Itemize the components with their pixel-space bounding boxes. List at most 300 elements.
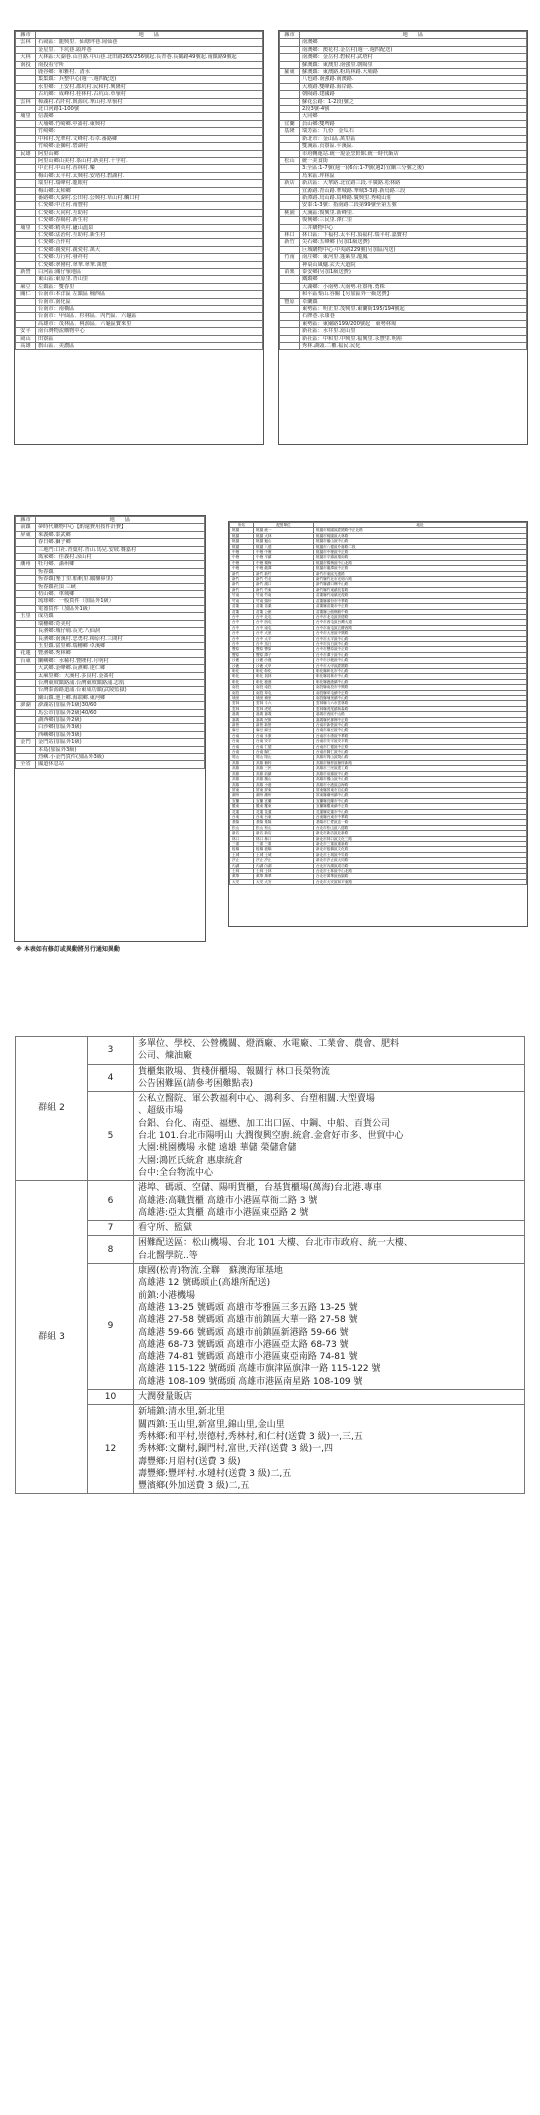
addr-cell: 台北市大安區和平東路: [314, 879, 527, 884]
area-cell: 台南市：南橫區: [36, 306, 263, 313]
addr-cell: 台南市新營區中山路: [314, 723, 527, 728]
addr-cell: 新北市新店區北新路: [314, 831, 527, 836]
category-description-cell: [134, 1092, 525, 1181]
addr-cell: 屏東縣屏東市自由路: [314, 787, 527, 792]
code-cell: 中壢: [230, 560, 254, 565]
table-row: [280, 261, 527, 268]
addr-cell: 桃園市桃園區大林路: [314, 533, 527, 538]
county-cell: [16, 194, 36, 201]
county-cell: [16, 583, 36, 590]
station-address-table: [229, 522, 527, 885]
area-cell: 白沙鄉(加區外3級): [36, 724, 205, 731]
area-cell: 神桌山風爐.玄天大道院: [300, 261, 527, 268]
table-header-row: [280, 32, 527, 39]
name-cell: 花蓮 花蓮: [254, 809, 314, 814]
table-row: [280, 194, 527, 201]
table-row: [16, 761, 205, 768]
category-description-cell: [134, 1181, 525, 1221]
code-cell: 竹南: [230, 593, 254, 598]
table-row: [16, 1092, 525, 1181]
county-cell: [16, 320, 36, 327]
addr-cell: 台中市大里區中興路: [314, 631, 527, 636]
addr-cell: 台中市南屯區五權西路: [314, 625, 527, 630]
county-cell: [280, 46, 300, 53]
table-row: [16, 605, 205, 612]
area-cell: 長濱鄉:城仔埔.長光.八仙洞: [36, 628, 205, 635]
county-cell: [16, 694, 36, 701]
county-cell: [16, 306, 36, 313]
area-cell: 夢時代購物中心【酌還費用按件計費】: [36, 524, 205, 531]
header-area: 地 區: [300, 32, 527, 39]
description-line: 、超級市場: [138, 1106, 184, 1117]
area-cell: 新社區：水井里.崑山里: [300, 328, 527, 335]
name-cell: 岡山 岡山: [254, 755, 314, 760]
area-cell: 恆春鎮社頂 三峽: [36, 583, 205, 590]
county-cell: [16, 217, 36, 224]
table-body: [280, 39, 527, 350]
area-cell: 高雄市：茂林區．桃源區．六龜區寶來里: [36, 320, 263, 327]
code-cell: 埔里: [230, 696, 254, 701]
county-cell: [16, 679, 36, 686]
code-cell: 桃園: [230, 539, 254, 544]
area-cell: 鹿谷鄉：和雅村．清水: [36, 69, 263, 76]
addr-cell: 苗栗縣公館鄉館中路: [314, 609, 527, 614]
county-cell: 玉里: [16, 613, 36, 620]
area-cell: 蘇澳鎮：東澳里.南強里.朝陽里: [300, 61, 527, 68]
county-cell: [280, 98, 300, 105]
table-row: [16, 91, 263, 98]
county-cell: 麻豆: [16, 283, 36, 290]
county-cell: [16, 69, 36, 76]
table-row: [280, 91, 527, 98]
category-description-cell: [134, 1236, 525, 1264]
county-cell: [16, 120, 36, 127]
area-cell: 仁愛鄉:親愛村.親愛村.萬大: [36, 246, 263, 253]
table-row: [16, 665, 205, 672]
area-cell: 安泰:1-3號：指南路二段第99號至第五號: [300, 202, 527, 209]
area-cell: 長濱鄉:南溪村.忠勇村.樟原村.三間村: [36, 635, 205, 642]
county-cell: [16, 157, 36, 164]
county-cell: [280, 246, 300, 253]
table-row: [16, 246, 263, 253]
table-row: [16, 583, 205, 590]
area-cell: 泰安鄉(另加1級送費): [300, 269, 527, 276]
county-cell: 基隆: [280, 128, 300, 135]
county-cell: [16, 746, 36, 753]
code-cell: 潮州: [230, 793, 254, 798]
name-cell: 雲林 虎尾: [254, 706, 314, 711]
county-cell: [16, 261, 36, 268]
area-cell: 南澳鄉: [300, 39, 527, 46]
table-row: [16, 1037, 525, 1065]
name-cell: 台南 永康: [254, 733, 314, 738]
code-cell: 三重: [230, 841, 254, 846]
county-cell: [16, 672, 36, 679]
area-cell: 市府轉運站.統一現金烹飪館.統一時代飯店: [300, 150, 527, 157]
name-cell: 台中 北屯: [254, 614, 314, 619]
addr-cell: 屏東縣潮州鎮中山路: [314, 793, 527, 798]
area-cell: 集集鎮：兵整中心(週一.週四配送): [36, 76, 263, 83]
area-cell: 宜源路.青山路.華城路.華城3-3路.新烏路三段: [300, 187, 527, 194]
area-cell: 大埔鄉.竹崎鄉.中崙村.東興村: [36, 120, 263, 127]
table-row: [16, 591, 205, 598]
table-row: [16, 165, 263, 172]
county-cell: 關仁: [16, 291, 36, 298]
area-cell: 電器貨件（加區外1級）: [36, 605, 205, 612]
area-cell: 南投看守所: [36, 61, 263, 68]
table-row: [16, 576, 205, 583]
addr-cell: 台南市歸仁區中山路: [314, 750, 527, 755]
area-cell: 梅山鄉:太平村.太興村.安靖村.碧湖村.: [36, 172, 263, 179]
code-cell: 新店: [230, 831, 254, 836]
description-line: 新埔鎮:清水里,新北里: [138, 1407, 225, 1418]
area-cell: 大林區:大湖巷.山自路.中山巷.北田路265/256號起.長青巷.長鶴路49號起.南鎮路9號起: [36, 54, 263, 61]
area-cell: 牡丹鄉．滿州鄉: [36, 561, 205, 568]
county-cell: [16, 554, 36, 561]
table-row: [16, 172, 263, 179]
area-cell: 仁愛鄉:大同村.互助村: [36, 209, 263, 216]
addr-cell: 苗栗縣竹南鎮光復路: [314, 593, 527, 598]
county-cell: 苗栗: [280, 269, 300, 276]
addr-cell: 雲林縣虎尾鎮林森路: [314, 706, 527, 711]
addr-cell: 新竹縣竹北市光明六路: [314, 577, 527, 582]
county-cell: [16, 276, 36, 283]
addr-cell: 台中市豐原區中正路: [314, 647, 527, 652]
county-cell: [16, 254, 36, 261]
category-description-cell: [134, 1221, 525, 1236]
county-cell: 桃園: [280, 209, 300, 216]
table-row: [16, 143, 263, 150]
county-cell: [16, 46, 36, 53]
table-row: [280, 187, 527, 194]
code-cell: 沙鹿: [230, 663, 254, 668]
table-row: [16, 180, 263, 187]
addr-cell: 花蓮縣花蓮市中山路: [314, 809, 527, 814]
area-cell: 新店區：大華路.北宜路三段.平廣路.松林路: [300, 180, 527, 187]
code-cell: 士林: [230, 869, 254, 874]
county-cell: [16, 165, 36, 172]
code-cell: 雲林: [230, 706, 254, 711]
area-cell: 竹崎鄉:金獅村.碧湖村: [36, 143, 263, 150]
name-cell: 松山 松山: [254, 825, 314, 830]
county-cell: 安平: [16, 328, 36, 335]
county-cell: [16, 135, 36, 142]
county-cell: [16, 598, 36, 605]
area-cell: 三井購物中心: [300, 224, 527, 231]
county-cell: [16, 187, 36, 194]
mid-left-table-panel: [14, 515, 206, 942]
county-cell: 民雄: [16, 150, 36, 157]
description-line: 秀林鄉:文蘭村,銅門村,富世,天祥(送費 3 級)一,四: [138, 1444, 333, 1455]
name-cell: 新店 新店: [254, 831, 314, 836]
county-cell: [16, 76, 36, 83]
table-row: [16, 694, 205, 701]
addr-cell: 高雄市鳳山區中山路: [314, 777, 527, 782]
table-row: [280, 291, 527, 298]
description-line: 高雄港:亞太貨櫃 高雄市小港區東亞路 2 號: [138, 1207, 309, 1218]
addr-cell: 桃園市八德區介壽路二段: [314, 544, 527, 549]
name-cell: 中壢 龍潭: [254, 566, 314, 571]
table-row: [280, 157, 527, 164]
table-row: [16, 291, 263, 298]
county-cell: [16, 313, 36, 320]
name-cell: 新竹 竹東: [254, 587, 314, 592]
county-cell: [16, 83, 36, 90]
addr-cell: 苗栗縣苗栗市中正路: [314, 604, 527, 609]
name-cell: 台南 仁德: [254, 744, 314, 749]
description-line: 高雄港:高職貨櫃 高雄市小港區草衙二路 3 號: [138, 1195, 318, 1206]
county-cell: [16, 754, 36, 761]
table-row: [16, 642, 205, 649]
area-cell: 尖石鄉:五峰鄉 (另加1級送費): [300, 239, 527, 246]
area-cell: 統一美食街: [300, 157, 527, 164]
addr-cell: 台南市麻豆區中山路: [314, 728, 527, 733]
table-row: [16, 209, 263, 216]
table-row: [16, 1405, 525, 1494]
table-row: [16, 1236, 525, 1264]
area-cell: 復興鄉:三民里.澤仁里: [300, 217, 527, 224]
table-row: [16, 524, 205, 531]
area-cell: 台南市.南化區: [36, 298, 263, 305]
description-line: 高雄港 115-122 號碼頭 高雄市旗津區旗津一路 115-122 號: [138, 1364, 381, 1375]
code-cell: 台南: [230, 750, 254, 755]
area-cell: 新社區：中和里.中興里.福興里.永豐里.明裕: [300, 335, 527, 342]
header-county: 縣市: [280, 32, 300, 39]
table-row: [16, 83, 263, 90]
name-cell: 台南 安平: [254, 739, 314, 744]
county-cell: [280, 187, 300, 194]
code-cell: 台中: [230, 625, 254, 630]
county-cell: [280, 306, 300, 313]
area-cell: 來義鄉.泰武鄉: [36, 531, 205, 538]
table-row: [230, 879, 527, 884]
county-cell: 埔里: [16, 113, 36, 120]
code-cell: 嘉義: [230, 712, 254, 717]
area-cell: 南庄鄉：東河里.蓬萊里.龍鳳: [300, 254, 527, 261]
table-row: [16, 702, 205, 709]
code-cell: 高雄: [230, 766, 254, 771]
area-cell: 3:全區:1-7號(週一)(6台:1-7號(週2)宜蘭三分號之後): [300, 165, 527, 172]
table-row: [16, 343, 263, 350]
description-line: 多單位、學校、公營機關、燈酒廠、水電廠、工業會、農會、肥料: [138, 1039, 400, 1049]
county-cell: [16, 172, 36, 179]
table-row: [16, 1390, 525, 1405]
table-row: [280, 180, 527, 187]
header-area: 地 區: [36, 517, 205, 524]
table-row: [16, 98, 263, 105]
area-cell: 仁愛鄉:中正村.南豐村: [36, 202, 263, 209]
area-cell: 東勢區：東關路199/200號起 東勢林場: [300, 320, 527, 327]
area-cell: 大同鄉: [300, 113, 527, 120]
code-cell: 高雄: [230, 760, 254, 765]
county-cell: 金門: [16, 739, 36, 746]
table-row: [16, 335, 263, 342]
area-cell: 枋山鄉．車城鄉: [36, 591, 205, 598]
code-cell: 雲林: [230, 701, 254, 706]
table-row: [16, 61, 263, 68]
table-row: [16, 731, 205, 738]
table-row: [280, 128, 527, 135]
name-cell: 高雄 小港: [254, 782, 314, 787]
county-cell: 大林: [16, 54, 36, 61]
table-row: [16, 46, 263, 53]
table-row: [280, 106, 527, 113]
table-row: [280, 120, 527, 127]
category-number-cell: 3: [88, 1037, 134, 1065]
top-left-area-table: [15, 31, 263, 350]
table-row: [280, 143, 527, 150]
addr-cell: 高雄市前鎮區中山路: [314, 771, 527, 776]
name-cell: 台東 台東: [254, 814, 314, 819]
table-row: [16, 531, 205, 538]
code-cell: 萬華: [230, 874, 254, 879]
name-cell: 竹南 頭份: [254, 598, 314, 603]
table-row: [280, 46, 527, 53]
code-cell: 桃園: [230, 544, 254, 549]
name-cell: 基隆 基隆: [254, 820, 314, 825]
code-cell: 竹南: [230, 598, 254, 603]
code-cell: 新竹: [230, 577, 254, 582]
county-cell: [280, 291, 300, 298]
area-cell: 玉里鎮.富里鄉.瑞穗鄉 卓溪鄉: [36, 642, 205, 649]
name-cell: 台中 西屯: [254, 620, 314, 625]
area-cell: 西嶼鄉(加區外3級): [36, 731, 205, 738]
area-cell: 蘭嶼鄉：水稀村.豐隆村.月明村: [36, 657, 205, 664]
county-cell: [16, 687, 36, 694]
table-row: [16, 261, 263, 268]
county-cell: [280, 83, 300, 90]
name-cell: 南投 南投: [254, 685, 314, 690]
name-cell: 苗栗 公館: [254, 609, 314, 614]
county-cell: [16, 180, 36, 187]
name-cell: 士林 士林: [254, 869, 314, 874]
name-cell: 羅東 羅東: [254, 804, 314, 809]
table-row: [280, 76, 527, 83]
table-row: [16, 202, 263, 209]
name-cell: 桃園 龜山: [254, 539, 314, 544]
code-cell: 台南: [230, 739, 254, 744]
table-body: [16, 524, 205, 768]
area-cell: 阿里山鄉: [36, 150, 263, 157]
table-row: [16, 320, 263, 327]
code-cell: 台中: [230, 641, 254, 646]
county-cell: [280, 135, 300, 142]
addr-cell: 苗栗縣頭份市中華路: [314, 598, 527, 603]
table-row: [280, 172, 527, 179]
description-line: 公告困難區(請參考困難點表): [138, 1078, 254, 1089]
mid-right-station-panel: [228, 521, 528, 927]
county-cell: [280, 261, 300, 268]
county-cell: 新竹: [280, 239, 300, 246]
name-cell: 彰化 鹿港: [254, 679, 314, 684]
group-category-table: [15, 1036, 525, 1494]
addr-cell: 高雄市小港區沿海路: [314, 782, 527, 787]
code-cell: 中壢: [230, 566, 254, 571]
code-cell: 汐止: [230, 858, 254, 863]
county-cell: [16, 231, 36, 238]
addr-cell: 新竹市東區光復路: [314, 571, 527, 576]
area-cell: 烈嶼.小金門貨件(加區外3級): [36, 754, 205, 761]
table-row: [16, 628, 205, 635]
county-cell: [280, 276, 300, 283]
name-cell: 高雄 前鎮: [254, 771, 314, 776]
name-cell: 大安 大安: [254, 879, 314, 884]
code-cell: 麻豆: [230, 728, 254, 733]
addr-cell: 新北市土城區中央路: [314, 852, 527, 857]
county-cell: 埔里: [16, 224, 36, 231]
code-cell: 嘉義: [230, 717, 254, 722]
table-row: [16, 113, 263, 120]
code-cell: 岡山: [230, 755, 254, 760]
county-cell: [16, 591, 36, 598]
county-cell: [280, 202, 300, 209]
table-row: [280, 269, 527, 276]
code-cell: 台中: [230, 636, 254, 641]
area-cell: 和平區梨山.谷關【另加區外一級送費】: [300, 291, 527, 298]
addr-cell: 高雄市岡山區岡山路: [314, 755, 527, 760]
table-row: [280, 83, 527, 90]
addr-cell: 新北市汐止區大同路: [314, 858, 527, 863]
code-cell: 台中: [230, 614, 254, 619]
code-cell: 沙鹿: [230, 658, 254, 663]
county-cell: 岡山: [16, 335, 36, 342]
table-row: [16, 716, 205, 723]
table-body: [16, 1037, 525, 1494]
area-cell: 大武鄉.金峰鄉.長濱鄉.達仁鄉: [36, 665, 205, 672]
code-cell: 基隆: [230, 820, 254, 825]
name-cell: 土城 土城: [254, 852, 314, 857]
area-cell: 番路鄉:大湖村.公田村.公興村.草山村.觸口村: [36, 194, 263, 201]
area-cell: 台南市:本洋區 左鎮區 楠西區: [36, 291, 263, 298]
name-cell: 中壢 中壢: [254, 550, 314, 555]
area-cell: 石岡區：龍興里．仙塘坪巷.岡仙巷: [36, 39, 263, 46]
county-cell: [280, 335, 300, 342]
area-cell: 關山鎮.池上鄉.海端鄉.東河鄉: [36, 694, 205, 701]
area-cell: 鐵鎮鄉: [300, 276, 527, 283]
county-cell: 高雄: [16, 343, 36, 350]
table-row: [280, 306, 527, 313]
county-cell: 竹南: [280, 254, 300, 261]
addr-cell: 彰化縣員林市中山路: [314, 674, 527, 679]
area-cell: 林口區：下福村.太平村.頂福村.瑞平村.嘉寶村: [300, 231, 527, 238]
name-cell: 雲林 斗六: [254, 701, 314, 706]
table-row: [280, 231, 527, 238]
description-line: 秀林鄉:和平村,崇德村,秀林村,和仁村(送費 3 級)一,三,五: [138, 1431, 363, 1442]
table-row: [280, 217, 527, 224]
table-header-row: [16, 32, 263, 39]
table-row: [280, 135, 527, 142]
area-cell: 仁愛鄉:法治村.互助村.新生村: [36, 231, 263, 238]
area-cell: 旗山區．美濃區: [36, 343, 263, 350]
code-cell: 板橋: [230, 847, 254, 852]
addr-cell: 台中市西屯區台灣大道: [314, 620, 527, 625]
area-cell: 台灣東坡鎮路浦.台灣東坡鎮路浦.志航: [36, 679, 205, 686]
description-line: 壽豐鄉:月眉村(送費 3 級): [138, 1456, 241, 1467]
code-cell: 彰化: [230, 668, 254, 673]
area-cell: 恆春鎮(墾丁里.船帆里.鵝鑾鼻里): [36, 576, 205, 583]
name-cell: 中壢 平鎮: [254, 555, 314, 560]
name-cell: 埔里 埔里: [254, 696, 314, 701]
area-cell: 大溪區:復興里.新峰里.: [300, 209, 527, 216]
area-cell: 竹崎鄉:: [36, 128, 263, 135]
header-name: 配營單位: [254, 523, 314, 528]
area-cell: 蘇澳鎮：東澳路.粉鳥林路.大埔路: [300, 69, 527, 76]
county-cell: [16, 106, 36, 113]
county-cell: [280, 76, 300, 83]
area-cell: 本島(加區外3級): [36, 746, 205, 753]
addr-cell: 南投縣埔里鎮中山路: [314, 696, 527, 701]
table-row: [280, 202, 527, 209]
